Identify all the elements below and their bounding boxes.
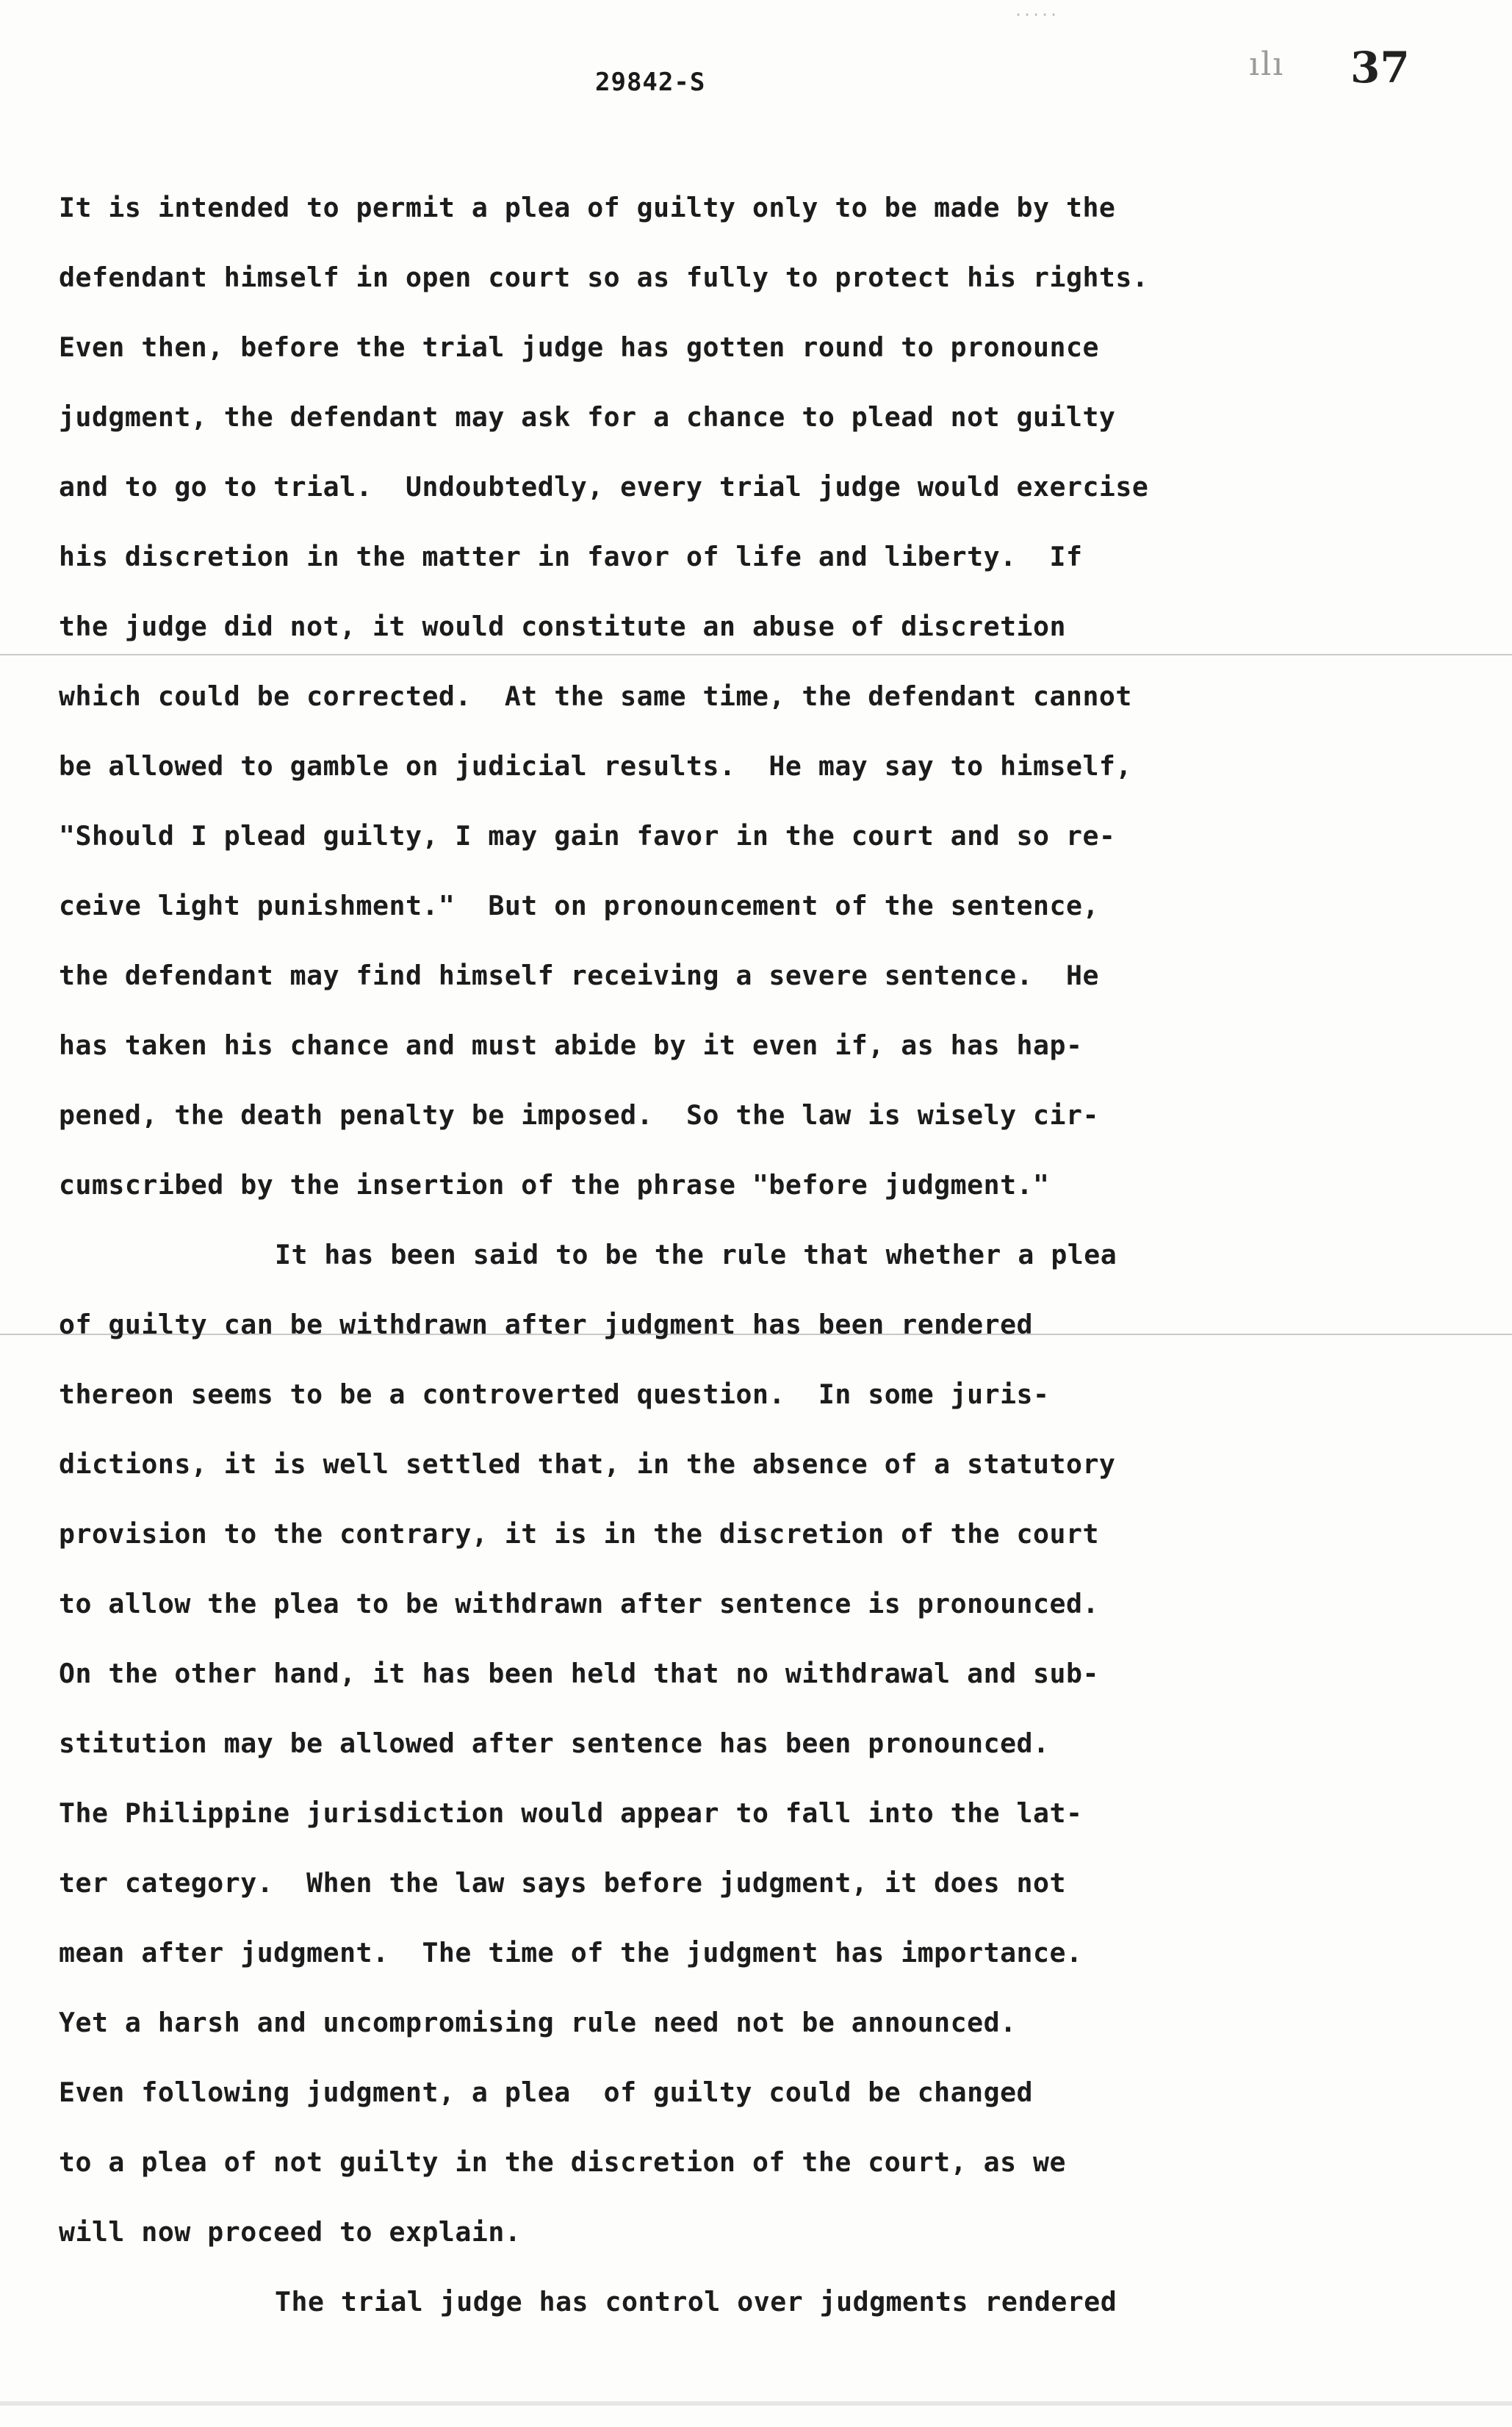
body-text <box>59 173 1455 2337</box>
text-line: Even following judgment, a plea of guilty could be changed <box>59 2077 1034 2108</box>
text-line: cumscribed by the insertion of the phrase "before judgment." <box>59 1169 1050 1201</box>
faint-margin-mark: ····· <box>1014 6 1059 24</box>
stamp-marks: ılı <box>1249 46 1285 83</box>
text-line: will now proceed to explain. <box>59 2216 522 2248</box>
text-line: has taken his chance and must abide by it even if, as has hap- <box>59 1029 1083 1061</box>
text-line: his discretion in the matter in favor of life and liberty. If <box>59 541 1083 572</box>
text-line: the defendant may find himself receiving a severe sentence. He <box>59 960 1099 991</box>
text-line: to allow the plea to be withdrawn after sentence is pronounced. <box>59 1588 1099 1619</box>
text-line: the judge did not, it would constitute an abuse of discretion <box>59 611 1066 642</box>
document-number: 29842-S <box>595 68 706 97</box>
text-line: defendant himself in open court so as fully to protect his rights. <box>59 262 1149 293</box>
text-line: dictions, it is well settled that, in the absence of a statutory <box>59 1448 1116 1480</box>
text-line: "Should I plead guilty, I may gain favor in the court and so re- <box>59 820 1116 852</box>
text-line: mean after judgment. The time of the judgment has importance. <box>59 1937 1083 1968</box>
text-line: provision to the contrary, it is in the discretion of the court <box>59 1518 1099 1550</box>
text-line: and to go to trial. Undoubtedly, every trial judge would exercise <box>59 471 1149 503</box>
paragraph-start-line: It has been said to be the rule that whether a plea <box>275 1239 1117 1270</box>
page-number: 37 <box>1350 43 1410 93</box>
text-line: stitution may be allowed after sentence has been pronounced. <box>59 1727 1050 1759</box>
text-line: Yet a harsh and uncompromising rule need not be announced. <box>59 2007 1017 2038</box>
text-line: It is intended to permit a plea of guilty only to be made by the <box>59 192 1116 223</box>
text-line: ter category. When the law says before judgment, it does not <box>59 1867 1066 1899</box>
text-line: Even then, before the trial judge has gotten round to pronounce <box>59 331 1099 363</box>
text-line: be allowed to gamble on judicial results. He may say to himself, <box>59 750 1132 782</box>
text-line: judgment, the defendant may ask for a chance to plead not guilty <box>59 401 1116 433</box>
text-line: which could be corrected. At the same time, the defendant cannot <box>59 680 1132 712</box>
text-line: The Philippine jurisdiction would appear to fall into the lat- <box>59 1797 1083 1829</box>
text-line: to a plea of not guilty in the discretion of the court, as we <box>59 2146 1066 2178</box>
scan-footer-strip <box>0 2401 1512 2406</box>
text-line: ceive light punishment." But on pronouncement of the sentence, <box>59 890 1099 921</box>
paragraph-start-line: The trial judge has control over judgments rendered <box>275 2286 1117 2318</box>
text-line: of guilty can be withdrawn after judgment has been rendered <box>59 1309 1034 1340</box>
text-line: pened, the death penalty be imposed. So the law is wisely cir- <box>59 1099 1099 1131</box>
text-line: thereon seems to be a controverted question. In some juris- <box>59 1378 1050 1410</box>
text-line: On the other hand, it has been held that no withdrawal and sub- <box>59 1658 1099 1689</box>
